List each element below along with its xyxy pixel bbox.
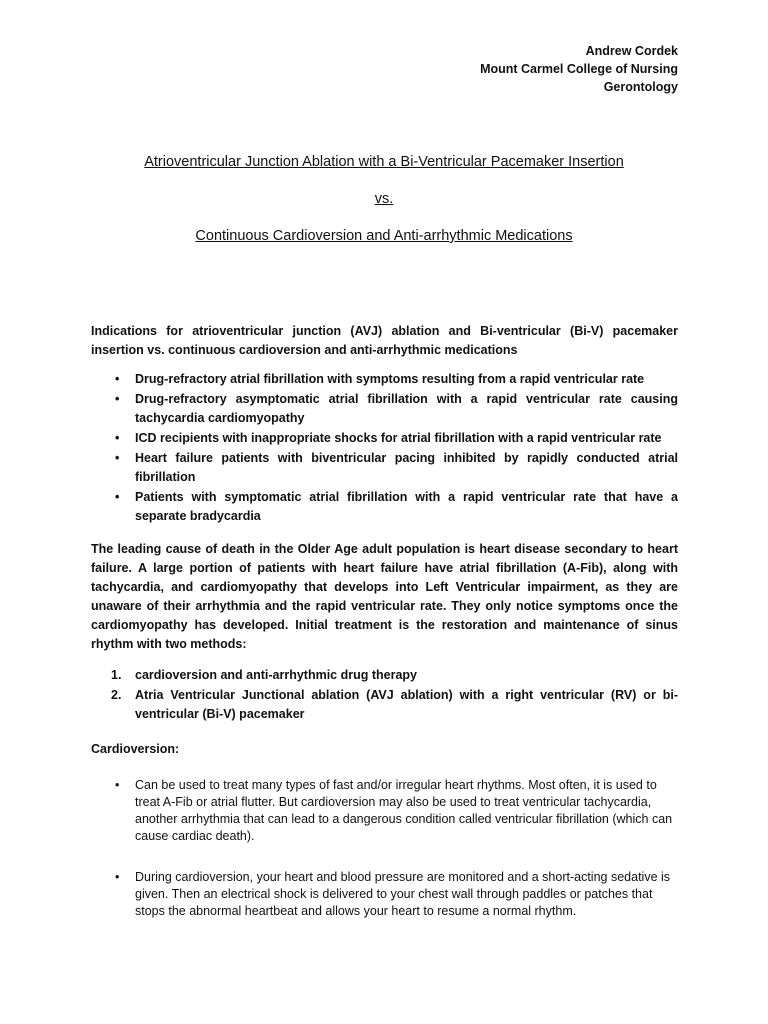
bullet-icon: • — [115, 778, 120, 792]
list-number: 2. — [111, 688, 122, 702]
list-item-text: During cardioversion, your heart and blood pressure are monitored and a short-acting sedative is given. Then an electrical shock is delivered to your chest wall through paddles or patches that stops the abnormal heartbeat and allows your heart to resume a normal rhythm. — [135, 870, 671, 918]
author-name: Andrew Cordek — [585, 44, 678, 58]
list-item — [91, 429, 678, 448]
list-item — [91, 686, 678, 724]
indications-list — [91, 370, 678, 526]
cardioversion-heading: Cardioversion: — [91, 742, 180, 756]
list-item — [91, 449, 678, 487]
bullet-icon: • — [115, 490, 120, 504]
bullet-icon: • — [115, 431, 120, 445]
title-block — [0, 152, 768, 246]
list-item — [91, 488, 678, 526]
list-number: 1. — [111, 668, 122, 682]
title-line-2: Continuous Cardioversion and Anti-arrhythmic Medications — [195, 228, 573, 244]
author-block — [480, 42, 678, 96]
bullet-icon: • — [115, 372, 120, 386]
list-item — [91, 370, 678, 389]
list-item-text: Heart failure patients with biventricular pacing inhibited by rapidly conducted atrial fibrillation — [135, 451, 678, 484]
author-course: Gerontology — [603, 80, 678, 94]
title-vs: vs. — [374, 191, 394, 207]
list-item-text: ICD recipients with inappropriate shocks for atrial fibrillation with a rapid ventricular rate — [135, 431, 662, 445]
list-item — [91, 777, 678, 845]
document-body — [91, 322, 678, 944]
bullet-icon: • — [115, 870, 120, 884]
list-item — [91, 390, 678, 428]
list-item-text: Can be used to treat many types of fast and/or irregular heart rhythms. Most often, it is used to treat A-Fib or atrial flutter. But cardioversion may also be used to treat ventricular tachycardia, another arrhythmia that can lead to a dangerous condition called ventricular fibrillation (which can cause cardiac death). — [135, 778, 673, 843]
title-line-1: Atrioventricular Junction Ablation with a Bi-Ventricular Pacemaker Insertion — [144, 154, 624, 170]
list-item-text: Atria Ventricular Junctional ablation (AVJ ablation) with a right ventricular (RV) or bi-ventricular (Bi-V) pacemaker — [135, 688, 678, 721]
cardioversion-list — [91, 777, 678, 920]
list-item — [91, 666, 678, 685]
list-item-text: Drug-refractory asymptomatic atrial fibrillation with a rapid ventricular rate causing tachycardia cardiomyopathy — [135, 392, 678, 425]
list-item-text: Drug-refractory atrial fibrillation with symptoms resulting from a rapid ventricular rate — [135, 372, 645, 386]
list-item-text: Patients with symptomatic atrial fibrillation with a rapid ventricular rate that have a separate bradycardia — [135, 490, 678, 523]
bullet-icon: • — [115, 392, 120, 406]
indications-intro: Indications for atrioventricular junction (AVJ) ablation and Bi-ventricular (Bi-V) pacemaker insertion vs. continuous cardioversion and anti-arrhythmic medications — [91, 324, 678, 357]
methods-list — [91, 666, 678, 724]
list-item — [91, 869, 678, 920]
author-college: Mount Carmel College of Nursing — [480, 62, 678, 76]
bullet-icon: • — [115, 451, 120, 465]
leading-cause-paragraph: The leading cause of death in the Older Age adult population is heart disease secondary to heart failure. A large portion of patients with heart failure have atrial fibrillation (A-Fib), along with tachycardia, and cardiomyopathy that develops into Left Ventricular impairment, as they are unaware of their arrhythmia and the rapid ventricular rate. They only notice symptoms once the cardiomyopathy has developed. Initial treatment is the restoration and maintenance of sinus rhythm with two methods: — [91, 542, 678, 651]
list-item-text: cardioversion and anti-arrhythmic drug therapy — [135, 668, 418, 682]
